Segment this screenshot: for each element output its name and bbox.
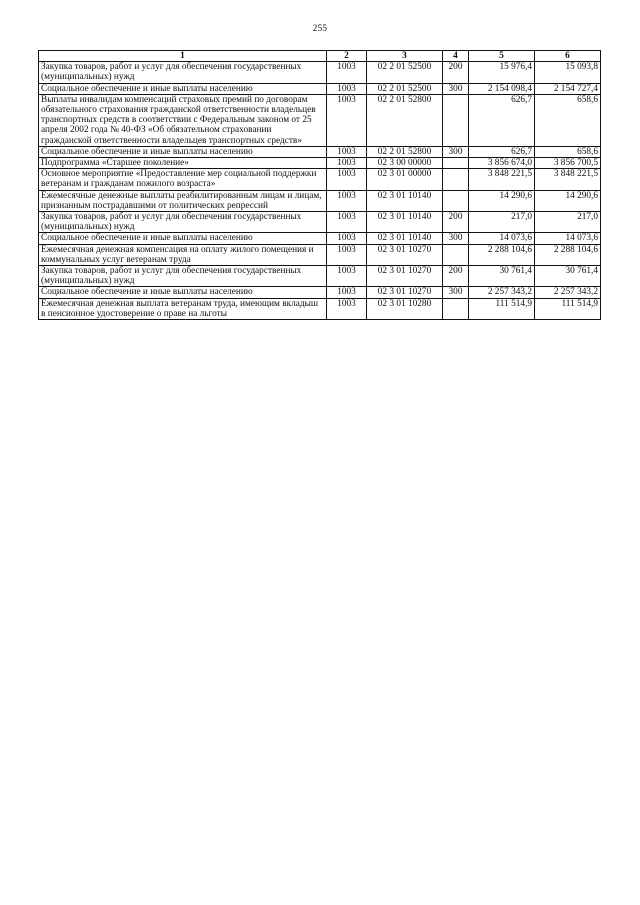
row-amount-year2: 217,0 (535, 212, 601, 233)
row-amount-year1: 626,7 (469, 94, 535, 146)
row-expense-type: 300 (443, 83, 469, 94)
row-expense-type: 200 (443, 212, 469, 233)
table-row (39, 169, 601, 190)
row-section-code: 1003 (327, 298, 367, 319)
row-target-code: 02 3 01 10270 (367, 244, 443, 265)
row-amount-year1: 14 073,6 (469, 233, 535, 244)
row-section-code: 1003 (327, 94, 367, 146)
row-expense-type: 300 (443, 287, 469, 298)
row-expense-type (443, 244, 469, 265)
table-row (39, 190, 601, 211)
row-expense-type (443, 169, 469, 190)
table-row (39, 212, 601, 233)
row-amount-year2: 658,6 (535, 94, 601, 146)
row-amount-year1: 2 154 098,4 (469, 83, 535, 94)
row-expense-type (443, 190, 469, 211)
row-target-code: 02 3 01 10270 (367, 287, 443, 298)
table-row (39, 233, 601, 244)
header-col-2: 2 (327, 51, 367, 62)
row-name: Социальное обеспечение и иные выплаты населению (39, 287, 327, 298)
row-amount-year1: 30 761,4 (469, 266, 535, 287)
row-amount-year1: 3 856 674,0 (469, 158, 535, 169)
row-name: Ежемесячная денежная выплата ветеранам труда, имеющим вкладыш в пенсионное удостоверение о праве на льготы (39, 298, 327, 319)
row-name: Социальное обеспечение и иные выплаты населению (39, 233, 327, 244)
row-amount-year1: 14 290,6 (469, 190, 535, 211)
header-col-5: 5 (469, 51, 535, 62)
row-expense-type: 300 (443, 233, 469, 244)
row-amount-year1: 2 288 104,6 (469, 244, 535, 265)
row-amount-year2: 15 093,8 (535, 62, 601, 83)
table-row (39, 94, 601, 146)
row-section-code: 1003 (327, 146, 367, 157)
row-amount-year2: 3 848 221,5 (535, 169, 601, 190)
row-name: Ежемесячная денежная компенсация на оплату жилого помещения и коммунальных услуг ветеранам труда (39, 244, 327, 265)
table-row (39, 298, 601, 319)
row-amount-year1: 15 976,4 (469, 62, 535, 83)
row-section-code: 1003 (327, 233, 367, 244)
row-amount-year2: 2 154 727,4 (535, 83, 601, 94)
row-amount-year2: 14 073,6 (535, 233, 601, 244)
row-section-code: 1003 (327, 244, 367, 265)
row-amount-year2: 14 290,6 (535, 190, 601, 211)
row-expense-type (443, 94, 469, 146)
row-amount-year1: 626,7 (469, 146, 535, 157)
row-section-code: 1003 (327, 169, 367, 190)
page-number: 255 (312, 23, 328, 33)
row-name: Основное мероприятие «Предоставление мер социальной поддержки ветеранам и гражданам пожилого возраста» (39, 169, 327, 190)
row-section-code: 1003 (327, 83, 367, 94)
table-row (39, 244, 601, 265)
row-target-code: 02 2 01 52800 (367, 94, 443, 146)
row-target-code: 02 3 01 10280 (367, 298, 443, 319)
table-row (39, 158, 601, 169)
row-target-code: 02 2 01 52500 (367, 83, 443, 94)
header-col-4: 4 (443, 51, 469, 62)
row-section-code: 1003 (327, 287, 367, 298)
row-amount-year2: 2 257 343,2 (535, 287, 601, 298)
row-target-code: 02 3 00 00000 (367, 158, 443, 169)
row-target-code: 02 3 01 10270 (367, 266, 443, 287)
row-target-code: 02 2 01 52800 (367, 146, 443, 157)
header-col-3: 3 (367, 51, 443, 62)
row-target-code: 02 3 01 10140 (367, 233, 443, 244)
row-name: Социальное обеспечение и иные выплаты населению (39, 83, 327, 94)
header-col-6: 6 (535, 51, 601, 62)
row-expense-type: 300 (443, 146, 469, 157)
row-name: Закупка товаров, работ и услуг для обеспечения государственных (муниципальных) нужд (39, 266, 327, 287)
header-col-1: 1 (39, 51, 327, 62)
row-expense-type (443, 158, 469, 169)
table-row (39, 146, 601, 157)
row-target-code: 02 3 01 10140 (367, 190, 443, 211)
row-amount-year1: 2 257 343,2 (469, 287, 535, 298)
row-amount-year2: 30 761,4 (535, 266, 601, 287)
row-amount-year2: 658,6 (535, 146, 601, 157)
table-row (39, 287, 601, 298)
row-amount-year2: 111 514,9 (535, 298, 601, 319)
row-expense-type: 200 (443, 62, 469, 83)
row-target-code: 02 2 01 52500 (367, 62, 443, 83)
row-name: Закупка товаров, работ и услуг для обеспечения государственных (муниципальных) нужд (39, 62, 327, 83)
table-row (39, 83, 601, 94)
row-amount-year2: 2 288 104,6 (535, 244, 601, 265)
row-name: Ежемесячные денежные выплаты реабилитированным лицам и лицам, признанным пострадавшими от политических репрессий (39, 190, 327, 211)
row-amount-year1: 111 514,9 (469, 298, 535, 319)
row-expense-type: 200 (443, 266, 469, 287)
row-name: Социальное обеспечение и иные выплаты населению (39, 146, 327, 157)
row-section-code: 1003 (327, 62, 367, 83)
row-section-code: 1003 (327, 212, 367, 233)
row-name: Закупка товаров, работ и услуг для обеспечения государственных (муниципальных) нужд (39, 212, 327, 233)
row-section-code: 1003 (327, 158, 367, 169)
table-header-row (39, 51, 601, 62)
row-amount-year1: 3 848 221,5 (469, 169, 535, 190)
row-name: Подпрограмма «Старшее поколение» (39, 158, 327, 169)
row-section-code: 1003 (327, 266, 367, 287)
row-target-code: 02 3 01 10140 (367, 212, 443, 233)
budget-table (38, 50, 601, 320)
row-amount-year1: 217,0 (469, 212, 535, 233)
row-section-code: 1003 (327, 190, 367, 211)
row-name: Выплаты инвалидам компенсаций страховых премий по договорам обязательного страхования гражданской ответственности владельцев транспортных средств в соответствии с Федеральным законом от 25 апреля 2002 года № 40-ФЗ «Об обязательном страховании гражданской ответственности владельцев транспортных средств» (39, 94, 327, 146)
row-target-code: 02 3 01 00000 (367, 169, 443, 190)
table-row (39, 62, 601, 83)
row-expense-type (443, 298, 469, 319)
row-amount-year2: 3 856 700,5 (535, 158, 601, 169)
table-row (39, 266, 601, 287)
